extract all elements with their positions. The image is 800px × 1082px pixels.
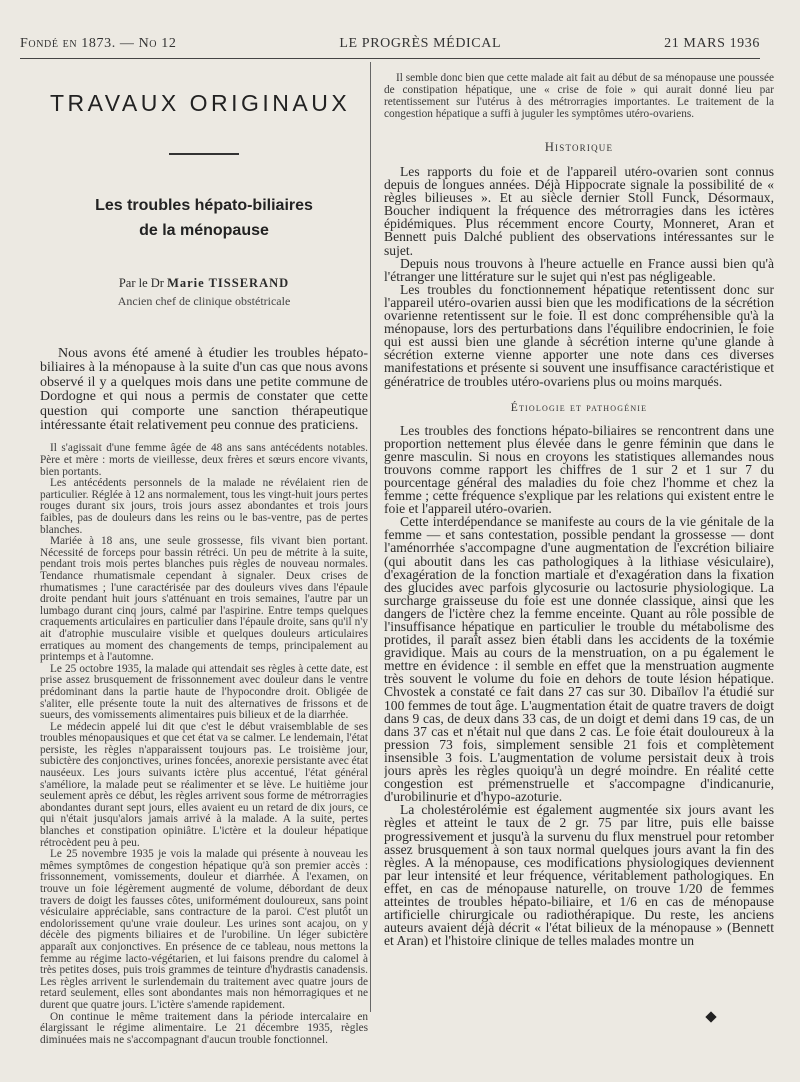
- article-title-line-2: de la ménopause: [139, 222, 269, 239]
- etiologie-section: [384, 424, 774, 948]
- issue-date: 21 MARS 1936: [664, 36, 760, 51]
- etiologie-paragraph: Cette interdépendance se manifeste au cours de la vie génitale de la femme — et sans contestation, possible pendant la grossesse — dont l'aménorrhée s'accompagne d'une augmentation de l'excrétion biliaire (qui aboutit dans les cas pathologiques à la lithiase vésiculaire), d'exagération de la fonction martiale et d'exagération dans la fixation des glucides avec parfois glycosurie ou lactosurie physiologique. La surcharge graisseuse du foie est une donnée classique, ainsi que les dangers de l'ictère chez la femme enceinte. Quant au rôle possible de l'insuffisance hépatique en particulier le trouble du métabolisme des protides, il paraît assez bien établi dans les accidents de la toxémie gravidique. Mais au cours de la menstruation, on a pu également le mettre en évidence : il semble en effet que la menstruation augmente très souvent le volume du foie en dehors de toute lésion hépatique. Chvostek a constaté ce fait dans 27 cas sur 30. Dibaïlov l'a étudié sur 100 femmes de tout âge. L'augmentation était de quatre travers de doigt dans 9 cas, de deux dans 33 cas, de un doigt et demi dans 19 cas, de un dans 37 cas et n'était nul que dans 2 cas. Le foie était douloureux à la pression 73 fois, simplement sensible 21 fois et complètement insensible 3 fois. L'augmentation de volume persistait deux à trois jours après les règles quoiqu'à un degré moindre. En réalité cette congestion est prémenstruelle et s'accompagne d'indicanurie, d'urobilinurie et d'hypo-azoturie.: [384, 514, 774, 805]
- etiologie-paragraph: La cholestérolémie est également augmentée six jours avant les règles et atteint le taux de 2 gr. 75 par litre, puis elle baisse progressivement et jusqu'à la survenu du flux menstruel pour retomber assez brusquement à son taux normal quelques jours avant la fin des règles. A la ménopause, ces modifications physiologiques deviennent par leur intensité et leur fréquence, véritablement pathologiques. En effet, en cas de ménopause naturelle, on trouve 1/20 de femmes atteintes de troubles hépato-biliaire, et 1/6 en cas de ménopause artificielle chirurgicale ou radiothérapique. Du reste, les anciens auteurs avaient déjà décrit « l'état bilieux de la ménopause » (Bennett et Aran) et l'histoire clinique de telles malades montre un: [384, 802, 774, 948]
- byline-prefix: Par le Dr: [118, 276, 168, 290]
- article-title-line-1: Les troubles hépato-biliaires: [95, 197, 313, 214]
- case-conclusion: [384, 72, 774, 120]
- author-affiliation: Ancien chef de clinique obstétricale: [117, 294, 291, 308]
- section-title: TRAVAUX ORIGINAUX: [50, 90, 351, 116]
- etiologie-heading: Étiologie et pathogénie: [510, 401, 648, 414]
- historique-paragraph: Depuis nous trouvons à l'heure actuelle en France aussi bien qu'à l'étranger une littérature sur le sujet qui n'est pas négligeable.: [384, 255, 774, 284]
- founded-line: Fondé en 1873. — No 12: [20, 36, 177, 51]
- journal-name: LE PROGRÈS MÉDICAL: [339, 36, 502, 51]
- left-column: [40, 70, 368, 1046]
- historique-paragraph: Les rapports du foie et de l'appareil utéro-ovarien sont connus depuis de longues années. Déjà Hippocrate signale la possibilité de « règles bilieuses ». Et au siècle dernier Stoll Funck, Désormaux, Boucher indiquent la fréquence des métrorragies dans les ictères épidémiques. Plus récemment encore Courty, Monneret, Aran et Bennett puis Dalché publient des observations intéressantes sur le sujet.: [384, 164, 774, 258]
- case-paragraph: Mariée à 18 ans, une seule grossesse, fils vivant bien portant. Nécessité de forceps pour bassin rétréci. Un peu de métrite à la suite, pendant trois mois pertes blanches puis règles de nouveau normales. Tendance rhumatismale cependant à signaler. Deux crises de rhumatismes ; l'une caractérisée par des douleurs vives dans l'épaule droite pendant huit jours s'atténuant en trois semaines, l'autre par un lumbago durant cinq jours, calmé par l'aspirine. Entre temps quelques craquements articulaires en particulier dans l'épaule droite, sans qu'il n'y ait d'atrophie musculaire visible et quelques douleurs articulaires erratiques au moment des changements de temps, principalement au printemps et à l'automne.: [40, 535, 368, 664]
- article-title: [40, 193, 368, 243]
- byline: [40, 275, 368, 291]
- column-separator: [370, 62, 371, 1012]
- case-paragraph: Le 25 novembre 1935 je vois la malade qui présente à nouveau les mêmes symptômes de congestion hépatique qu'à son premier accès : frissonnement, vomissements, douleur et diarrhée. A l'examen, on trouve un foie légèrement augmenté de volume, débordant de deux travers de doigt les fausses côtes, uniformément douloureux, sans point vésiculaire appréciable, sans contracture de la paroi. C'est plutôt un endolorissement qu'une vraie douleur. Les urines sont acajou, on y décèle des pigments biliaires et de l'urobiline. Un léger subictère apparaît aux conjonctives. En présence de ce tableau, nous mettons la femme au régime lacto-végétarien, et lui faisons prendre du calomel à très petites doses, puis trois grammes de teinture d'hydrastis canadensis. Les règles arrivent le surlendemain du traitement avec quatre jours de retard seulement, elles sont abondantes mais non hémorragiques et ne durent que quatre jours. L'ictère s'amende rapidement.: [40, 848, 368, 1011]
- historique-section: [384, 165, 774, 388]
- running-header: [20, 34, 760, 54]
- historique-paragraph: Les troubles du fonctionnement hépatique retentissent donc sur l'appareil utéro-ovarien aussi bien que les modifications de la sécrétion ovarienne retentissent sur le foie. Il est donc compréhensible qu'à la ménopause, lors des perturbations dans l'équilibre endocrinien, le foie qui est aussi bien une glande à sécrétion interne qu'une glande à sécrétion externe vienne apporter une note dans ces diverses manifestations et présente si souvent une insuffisance caractéristique et génératrice de troubles utéro-ovariens plus ou moins marqués.: [384, 281, 774, 389]
- conclusion-paragraph: Il semble donc bien que cette malade ait fait au début de sa ménopause une poussée de constipation hépatique, une « crise de foie » qui aurait donné lieu par retentissement sur l'utérus à des métrorragies importantes. Le traitement de la congestion hépatique a suffi à juguler les symptômes utéro-ovariens.: [384, 72, 774, 120]
- title-rule: [169, 153, 239, 155]
- case-paragraph: On continue le même traitement dans la période intercalaire en élargissant le régime alimentaire. Le 21 décembre 1935, règles diminuées mais ne s'accompagnant d'aucun trouble fonctionnel.: [40, 1010, 368, 1046]
- case-report: [40, 443, 368, 1046]
- intro-paragraph: Nous avons été amené à étudier les troubles hépato-biliaires à la ménopause à la suite d'un cas que nous avons observé il y a quelques mois dans une petite commune de Dordogne et qui nous a permis de constater que cette question qui comporte une sanction thérapeutique intéressante était relativement peu connue des praticiens.: [40, 346, 368, 434]
- case-paragraph: Le médecin appelé lui dit que c'est le début vraisemblable de ses troubles ménopausiques et que cet état va se calmer. Le lendemain, l'état persiste, les règles n'apparaissent toujours pas. Le troisième jour, subictère des conjonctives, urines foncées, anorexie persistante avec état nauséeux. Les jours suivants ictère plus accentué, l'état général s'améliore, la malade peut se réalimenter et se lève. Le huitième jour seulement après ce début, les règles arrivent sous forme de métrorragies abondantes durant sept jours, elles avaient eu un retard de dix jours, ce qui n'était jusqu'alors jamais arrivé à la malade. A la suite, pertes blanches et constipation opiniâtre. L'ictère et la douleur hépatique rétrocèdent peu à peu.: [40, 720, 368, 849]
- continuation-diamond-icon: [705, 1011, 716, 1022]
- header-rule: [20, 58, 760, 59]
- historique-heading: Historique: [544, 140, 614, 154]
- case-paragraph: Le 25 octobre 1935, la malade qui attendait ses règles à cette date, est prise assez brusquement de frissonnement avec douleur dans le ventre prédominant dans la partie haute de l'hypocondre droit. Obligée de s'aliter, elle présente toute la nuit des alternatives de frissons et de sueurs, des vomissements alimentaires puis bilieux et de la diarrhée.: [40, 662, 368, 722]
- author-name: Marie TISSERAND: [167, 276, 290, 290]
- case-paragraph: Il s'agissait d'une femme âgée de 48 ans sans antécédents notables. Père et mère : morts de vieillesse, deux frères et sœurs encore vivants, bien portants.: [40, 442, 368, 478]
- case-paragraph: Les antécédents personnels de la malade ne révélaient rien de particulier. Réglée à 12 ans normalement, tous les vingt-huit jours pertes rouges durant six jours, trois jours assez abondantes et trois jours faibles, pas de douleurs dans les reins ou le bas-ventre, pas de pertes blanches.: [40, 477, 368, 536]
- etiologie-paragraph: Les troubles des fonctions hépato-biliaires se rencontrent dans une proportion nettement plus élevée dans le genre féminin que dans le genre masculin. Si nous en croyons les statistiques allemandes nous trouvons comme rapport les chiffres de 1 sur 2 et 1 sur 7 du pourcentage général des maladies du foie chez l'homme et chez la femme ; cette fréquence s'explique par les relations qui existent entre le foie et l'appareil utéro-ovarien.: [384, 422, 774, 517]
- right-column: [384, 72, 774, 947]
